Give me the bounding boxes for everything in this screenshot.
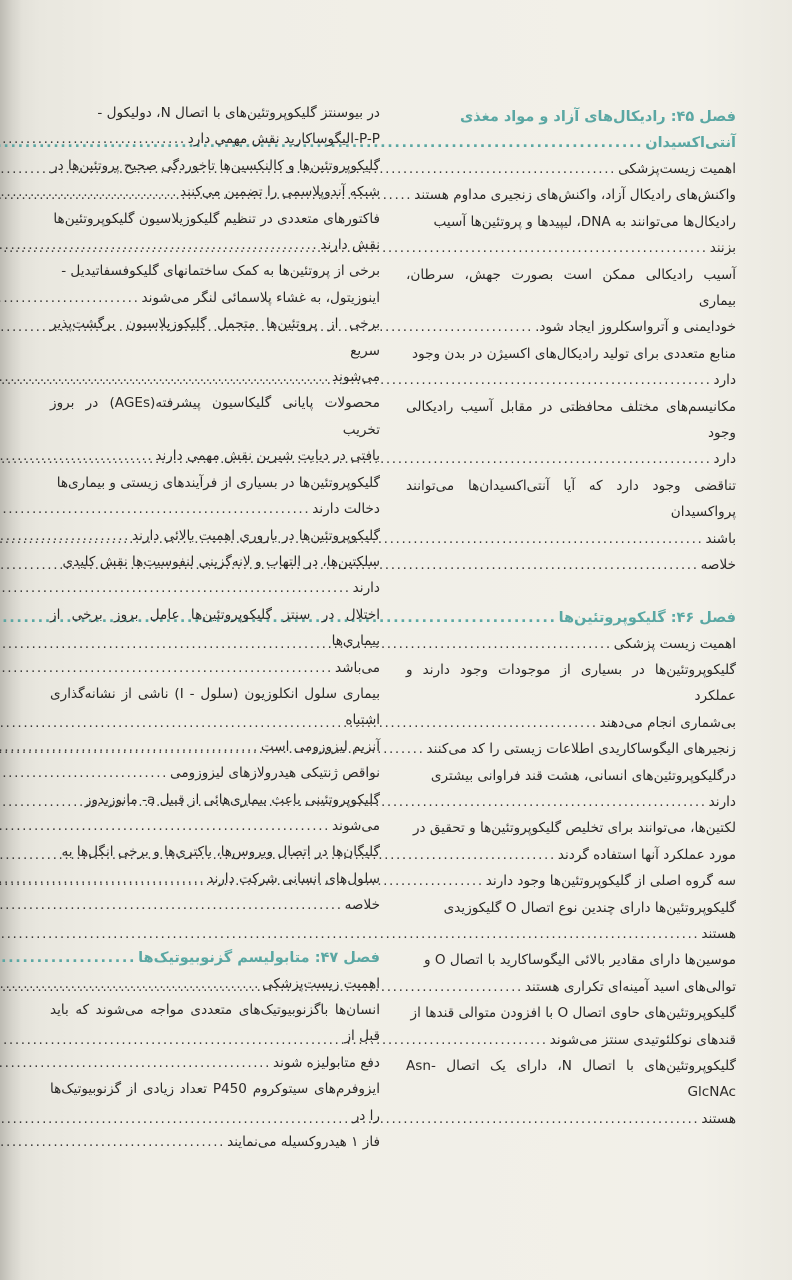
toc-entry-text: نواقص ژنتیکی هیدرولازهای لیزوزومی [170,765,380,782]
toc-entry-text: گلیکوپروتئین‌ها و کالنکسین‌ها تاخوردگی صحیح پروتئین‌ها در [51,157,380,174]
toc-entry[interactable] [50,892,380,918]
toc-entry-text: سلول‌های انسانی شرکت دارند [207,870,380,887]
leader-dots [0,813,332,839]
toc-entry[interactable] [406,473,736,552]
leader-dots [0,655,335,681]
leader-dots [0,285,142,311]
toc-entry-text: گلیکوپروتئین‌ها در بسیاری از موجودات وجود دارند و عملکرد [406,661,736,705]
toc-entry-text: شبکه آندوپلاسمی را تضمین می‌کنند [180,184,380,201]
toc-entry-text: اهمیت زیست پزشکی [613,635,736,652]
toc-entry[interactable] [406,341,736,394]
toc-entry-text: اهمیت زیست‌پزشکی [262,975,380,992]
chapter-46-entries-continued [50,100,380,919]
toc-entry-text: ایزوفرم‌های سیتوکروم P450 تعداد زیادی از گزنوبیوتیک‌ها را در [50,1081,380,1124]
toc-entry[interactable] [50,839,380,892]
toc-left-column [50,100,380,1155]
toc-entry-text: دارند [352,580,380,597]
toc-entry[interactable] [50,681,380,760]
toc-entry-text: توالی‌های اسید آمینه‌ای تکراری هستند [524,978,736,995]
leader-dots [0,496,312,522]
toc-entry-text: سه گروه اصلی از گلیکوپروتئین‌ها وجود دارند [485,873,736,890]
toc-entry-text: رادیکال‌ها می‌توانند به DNA، لیپیدها و پروتئین‌ها آسیب [433,213,736,230]
toc-entry[interactable] [50,206,380,259]
toc-entry[interactable] [406,262,736,341]
toc-entry-text: گلیکوپروتئین‌ها دارای چندین نوع اتصال O گلیکوزیدی [443,899,736,916]
toc-entry-text: نقش دارند [320,237,380,254]
toc-entry-text: منابع متعددی برای تولید رادیکال‌های اکسیژن در بدن وجود [412,345,736,362]
toc-entry-text: دفع متابولیزه شوند [273,1054,380,1071]
toc-entry[interactable] [50,523,380,549]
toc-entry-text: اینوزیتول، به غشاء پلاسمائی لنگر می‌شوند [141,289,380,306]
toc-entry-text: گلیکوپروتئین‌ها در باروری اهمیت بالائی دارند [132,527,380,544]
chapter-45-heading[interactable] [406,104,736,156]
toc-entry-text: قندهای نوکلئوتیدی سنتز می‌شوند [549,1031,736,1048]
toc-entry-text: مکانیسم‌های مختلف محافظتی در مقابل آسیب رادیکالی وجود [406,398,736,442]
toc-entry-text: فاز ۱ هیدروکسیله می‌نمایند [227,1134,380,1151]
toc-entry-text: اهمیت زیست‌پزشکی [618,161,736,177]
toc-entry[interactable] [50,602,380,681]
toc-entry-text: درگلیکوپروتئین‌های انسانی، هشت قند فراوانی بیشتری [430,767,736,784]
toc-entry[interactable] [406,209,736,262]
toc-entry-text: بیماری سلول انکلوزیون (سلول - I) ناشی از نشانه‌گذاری اشتباه [50,685,380,729]
chapter-title-line: فصل ۴۵: رادیکال‌های آزاد و مواد مغذی [459,109,736,125]
toc-entry-text: گلیکوپروتئین‌ها در بسیاری از فرآیندهای زیستی و بیماری‌ها [56,474,380,491]
chapter-47-entries [50,971,380,1156]
toc-entry[interactable] [50,390,380,469]
chapter-title-line: آنتی‌اکسیدان ..... [406,130,736,156]
toc-entry-text: برخی از پروتئین‌ها به کمک ساختمانهای گلیکوفسفاتیدیل - [61,263,380,280]
toc-entry-text: گلیکوپروتئین‌های حاوی اتصال O با افزودن متوالی قندها از [410,1005,736,1022]
toc-entry[interactable] [406,947,736,1000]
toc-entry-text: اختلال در سنتز گلیکوپروتئین‌ها عامل بروز برخی از بیماری‌ها [50,606,380,650]
toc-entry-text: بافتی در دیابت شیرین نقش مهمی دارند [155,448,380,465]
leader-dots [0,892,345,918]
toc-entry-text: گلیکوپروتئین‌های با اتصال N، دارای یک اتصال Asn-GlcNAc [406,1058,736,1101]
leader-dots [0,443,155,469]
leader-dots [0,364,332,390]
leader-dots [0,1050,273,1076]
toc-entry-text: خلاصه [700,557,736,574]
toc-entry[interactable] [50,258,380,311]
toc-entry[interactable] [406,1053,736,1132]
toc-entry[interactable] [406,1000,736,1053]
chapter-46-heading[interactable]: فصل ۴۶: گلیکوپروتئین‌ها ..... [406,605,736,631]
toc-entry[interactable] [50,470,380,523]
toc-entry-text: خلاصه [344,897,380,914]
toc-entry-text: بزنند [709,240,736,257]
chapter-45-entries [406,156,736,579]
toc-entry-text: واکنش‌های رادیکال آزاد، واکنش‌های زنجیری مداوم هستند [414,187,736,204]
toc-entry-text: دارد [713,372,736,389]
toc-entry-text: باشند [705,530,736,547]
toc-entry-text: دارد [713,451,736,468]
toc-entry-text: موسین‌ها دارای مقادیر بالائی الیگوساکارید با اتصال O و [423,952,736,969]
toc-entry[interactable] [406,868,736,894]
toc-entry-text: دارند [708,793,736,810]
toc-entry-text: دخالت دارند [312,501,380,518]
leader-dots [0,232,320,258]
leader-dots [0,523,132,549]
toc-entry[interactable] [50,549,380,602]
toc-entry-text: زنجیرهای الیگوساکاریدی اطلاعات زیستی را کد می‌کنند [426,741,736,758]
toc-entry[interactable] [406,657,736,736]
toc-entry-text: لکتین‌ها، می‌توانند برای تخلیص گلیکوپروتئین‌ها و تحقیق در [412,820,736,837]
toc-entry-text: می‌شوند [332,369,380,386]
toc-entry[interactable] [406,895,736,948]
leader-dots [0,179,180,205]
toc-entry-text: آنزیم لیزوزومی است [260,738,380,755]
leader-dots [0,866,207,892]
toc-entry-text: می‌شوند [332,817,380,834]
toc-entry[interactable] [406,156,736,182]
toc-entry-text: گلیگان‌ها در اتصال ویروس‌ها، باکتری‌ها و برخی انگل‌ها به [61,844,380,861]
toc-entry[interactable] [50,997,380,1076]
toc-entry[interactable] [50,100,380,153]
leader-dots [0,945,138,971]
toc-entry[interactable] [406,394,736,473]
leader-dots [0,1129,227,1155]
toc-entry-text: سلکتین‌ها، در التهاب و لانه‌گزینی لنفوسیت‌ها نقش کلیدی [62,553,380,570]
toc-entry[interactable] [406,815,736,868]
leader-dots [0,575,353,601]
chapter-47-heading[interactable]: فصل ۴۷: متابولیسم گزنوبیوتیک‌ها ..... [50,945,380,971]
toc-entry[interactable] [50,153,380,206]
toc-entry[interactable] [406,631,736,657]
chapter-46-entries [406,631,736,1133]
toc-entry-text: آسیب رادیکالی ممکن است بصورت جهش، سرطان، بیماری [406,266,736,310]
toc-entry-text: P-P-الیگوساکارید نقش مهمی دارد [187,131,380,148]
toc-entry-text: تناقضی وجود دارد که آیا آنتی‌اکسیدان‌ها می‌توانند پرواکسیدان [406,477,736,521]
toc-entry-text: در بیوسنتز گلیکوپروتئین‌های با اتصال N، دولیکول - [97,105,380,121]
leader-dots [0,734,261,760]
toc-entry-text: خودایمنی و آترواسکلروز ایجاد شود. [535,319,736,336]
toc-entry[interactable] [406,763,736,816]
toc-entry[interactable] [406,552,736,578]
leader-dots [0,971,262,997]
toc-entry[interactable] [406,182,736,208]
toc-entry-text: مورد عملکرد آنها استفاده گردند [557,846,736,863]
toc-entry[interactable] [50,311,380,390]
leader-dots [0,126,188,152]
toc-entry-text: محصولات پایانی گلیکاسیون پیشرفته(AGEs) در بروز تخریب [50,395,380,438]
toc-entry-text: برخی از پروتئین‌ها متحمل گلیکوزیلاسیون برگشت‌پذیر سریع [50,316,380,359]
toc-entry-text: هستند [701,1110,736,1127]
toc-entry-text: بی‌شماری انجام می‌دهند [599,714,736,731]
toc-entry[interactable] [50,1076,380,1155]
toc-entry-text: فاکتورهای متعددی در تنظیم گلیکوزیلاسیون گلیکوپروتئین‌ها [53,210,380,227]
toc-entry[interactable] [406,736,736,762]
toc-entry-text: انسان‌ها باگزنوبیوتیک‌های متعددی مواجه می‌شوند که باید قبل از [50,1002,380,1045]
toc-right-column [406,100,736,1132]
toc-entry-text: می‌باشد [334,659,380,676]
toc-entry[interactable] [50,787,380,840]
toc-entry-text: گلیکوپروتئینی باعث بیماری‌هائی از قبیل a- مانوزیدوز [84,791,380,808]
toc-entry[interactable] [50,971,380,997]
toc-entry-text: هستند [701,925,736,942]
leader-dots [0,760,170,786]
toc-entry[interactable] [50,760,380,786]
